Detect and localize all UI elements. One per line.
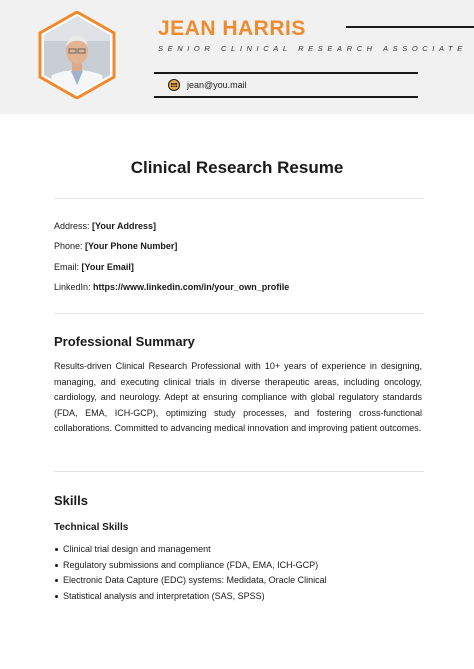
header-accent-line [346,26,474,28]
skills-heading: Skills [54,493,88,508]
contact-linkedin-label: LinkedIn: [54,282,91,292]
contact-linkedin [54,282,289,292]
resume-header [0,0,474,114]
profile-photo [38,11,116,99]
contact-email-label: Email: [54,262,80,272]
contact-phone-value: [Your Phone Number] [85,241,178,251]
bullet-icon [55,579,58,582]
mail-icon [168,79,180,91]
contact-address [54,221,156,231]
technical-skills-list [54,542,327,604]
summary-text: Results-driven Clinical Research Professional with 10+ years of experience in designing, managing, and executing clinical trials in diverse therapeutic areas, including oncology, cardiology, and neurology. Adept at ensuring compliance with global regulatory standards (FDA, EMA, ICH-GCP), optimizing study processes, and fostering cross-functional collaborations. Committed to advancing medical innovation and improving patient outcomes. [54,361,422,434]
list-item [54,558,327,574]
skill-text: Clinical trial design and management [63,544,211,554]
bullet-icon [55,564,58,567]
divider [54,198,424,199]
email-rule-top [154,72,418,74]
divider [54,313,424,314]
contact-email [54,262,134,272]
summary-heading: Professional Summary [54,334,195,349]
candidate-name: JEAN HARRIS [158,17,306,40]
contact-phone [54,241,177,251]
divider [54,471,424,472]
technical-skills-heading: Technical Skills [54,522,129,533]
contact-linkedin-link[interactable]: https://www.linkedin.com/in/your_own_profile [93,282,290,292]
bullet-icon [55,548,58,551]
contact-address-value: [Your Address] [92,221,157,231]
bullet-icon [55,595,58,598]
job-title: SENIOR CLINICAL RESEARCH ASSOCIATE [158,44,467,53]
header-email[interactable]: jean@you.mail [187,80,247,90]
list-item [54,542,327,558]
email-rule-bottom [154,96,418,98]
document-title: Clinical Research Resume [130,158,344,177]
skill-text: Regulatory submissions and compliance (FDA, EMA, ICH-GCP) [63,559,319,570]
list-item [54,573,327,589]
contact-phone-label: Phone: [54,241,83,251]
skill-text: Electronic Data Capture (EDC) systems: Medidata, Oracle Clinical [63,575,327,586]
contact-email-value: [Your Email] [81,262,134,272]
contact-address-label: Address: [54,221,90,231]
list-item [54,589,327,605]
skill-text: Statistical analysis and interpretation (SAS, SPSS) [63,590,265,601]
